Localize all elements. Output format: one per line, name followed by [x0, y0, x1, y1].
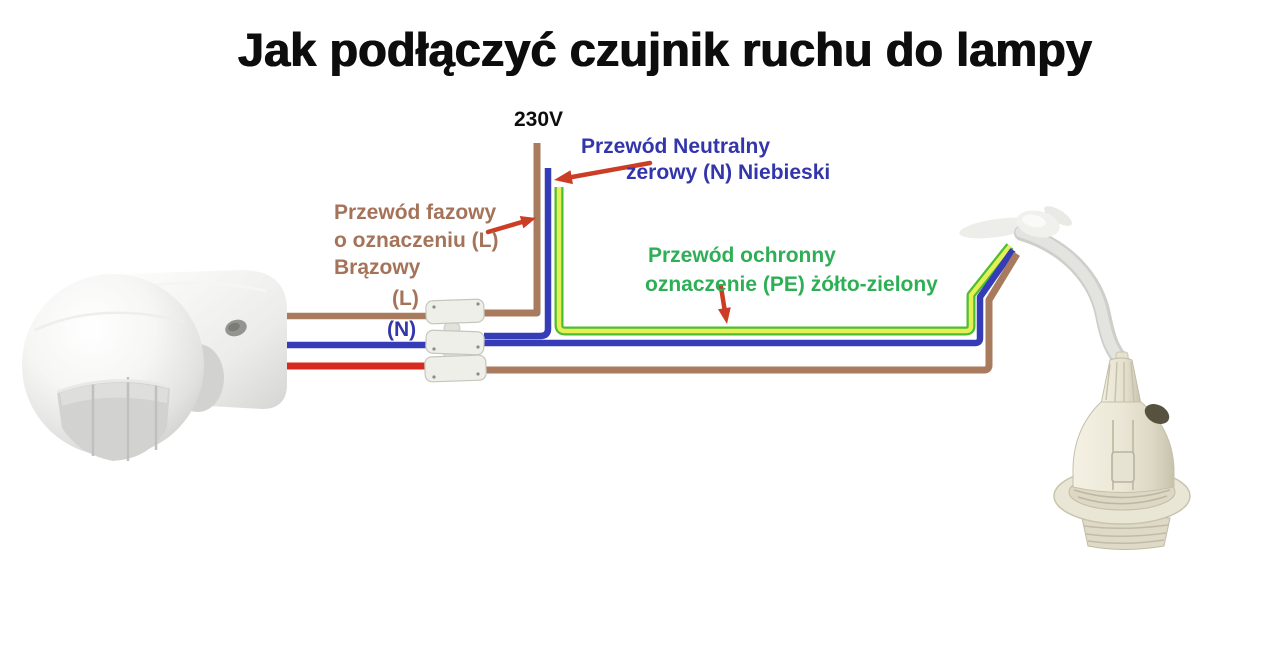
protective-wire-label-line1: Przewód ochronny [648, 244, 836, 267]
phase-wire-label-line2: o oznaczeniu (L) [334, 229, 499, 252]
terminal-l-label: (L) [392, 287, 419, 310]
phase-wire-label-line3: Brązowy [334, 256, 421, 279]
motion-sensor-illustration [22, 270, 287, 461]
wire-phase-supply [484, 143, 537, 313]
protective-wire-label-line2: oznaczenie (PE) żółto-zielony [645, 273, 938, 296]
voltage-label: 230V [514, 108, 564, 131]
neutral-wire-label-line2: zerowy (N) Niebieski [626, 161, 831, 184]
page-title: Jak podłączyć czujnik ruchu do lampy [237, 23, 1093, 76]
terminal-n-label: (N) [387, 318, 417, 341]
wire-phase-to-lamp [484, 254, 1017, 370]
phase-wire-label-line1: Przewód fazowy [334, 201, 497, 224]
lamp-holder-illustration [1054, 352, 1190, 550]
neutral-wire-label-line1: Przewód Neutralny [581, 135, 771, 158]
terminal-block-illustration [425, 299, 487, 382]
